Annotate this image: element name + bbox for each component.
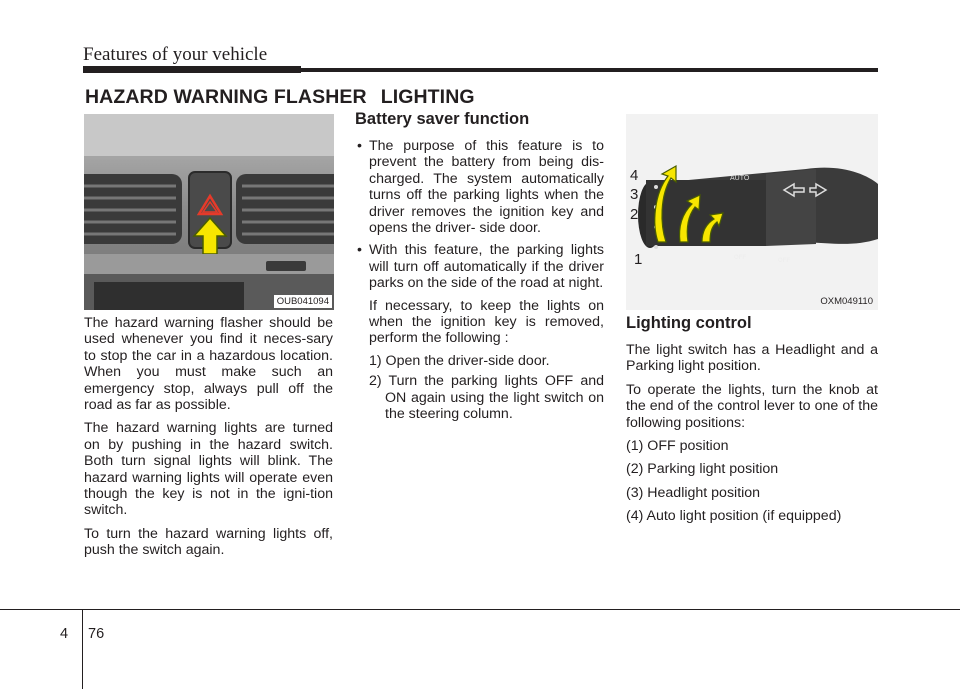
hazard-switch-illustration [84, 114, 334, 310]
position-item: (2) Parking light position [626, 461, 779, 478]
battery-saver-heading: Battery saver function [355, 110, 530, 128]
light-lever-illustration [626, 114, 878, 310]
lighting-control-heading: Lighting control [626, 314, 752, 332]
section-heading-hazard: HAZARD WARNING FLASHER [85, 86, 367, 108]
middle-column [355, 110, 604, 427]
position-label-2: 2 [630, 206, 639, 223]
step-item: 2) Turn the parking lights OFF and ON again using the light switch on the steering column. [369, 373, 604, 423]
paragraph: To turn the hazard warning lights off, push the switch again. [84, 525, 333, 559]
chapter-number: 4 [60, 626, 69, 642]
indented-paragraph: If necessary, to keep the lights on when the ignition key is removed, perform the following : [369, 297, 604, 347]
page-header-title: Features of your vehicle [83, 44, 268, 65]
paragraph: The hazard warning flasher should be used whenever you find it neces-sary to stop the car in a hazardous location. When you must make such an emergency stop, always pull off the road as far as possible. [84, 315, 333, 414]
right-column [626, 314, 878, 532]
off-label: OFF [734, 255, 746, 261]
position-label-1: 1 [634, 251, 643, 268]
light-switch-figure [626, 114, 878, 310]
position-item: (4) Auto light position (if equipped) [626, 508, 842, 525]
paragraph: The light switch has a Headlight and a Parking light position. [626, 342, 878, 375]
figure-code: OXM049110 [820, 296, 873, 307]
bullet-item: • The purpose of this feature is to prevent the battery from being dis-charged. The system automatically turns off the parking lights when the driver removes the ignition key and opens the driver- side door. [355, 138, 604, 236]
paragraph: To operate the lights, turn the knob at the end of the control lever to one of the following positions: [626, 381, 878, 431]
position-label-4: 4 [630, 167, 639, 184]
auto-label: AUTO [730, 175, 750, 182]
position-label-3: 3 [630, 186, 639, 203]
figure-code: OUB041094 [274, 295, 332, 308]
hazard-switch-figure [84, 114, 334, 310]
page-number: 76 [88, 626, 105, 642]
bullet-item: • With this feature, the parking lights will turn off automatically if the driver parks on the side of the road at night. [355, 242, 604, 291]
footer-divider [82, 609, 83, 689]
section-heading [85, 86, 489, 109]
paragraph: The hazard warning lights are turned on by pushing in the hazard switch. Both turn signal lights will blink. The hazard warning lights will operate even though the key is not in the igni-tion switch. [84, 420, 333, 519]
section-heading-lighting: LIGHTING [380, 86, 475, 108]
step-item: 1) Open the driver-side door. [369, 352, 550, 369]
off-label: OFF [778, 258, 790, 264]
position-item: (1) OFF position [626, 438, 729, 455]
footer-rule [0, 609, 960, 610]
position-item: (3) Headlight position [626, 484, 761, 501]
left-column [84, 315, 333, 566]
header-rule [83, 68, 878, 72]
